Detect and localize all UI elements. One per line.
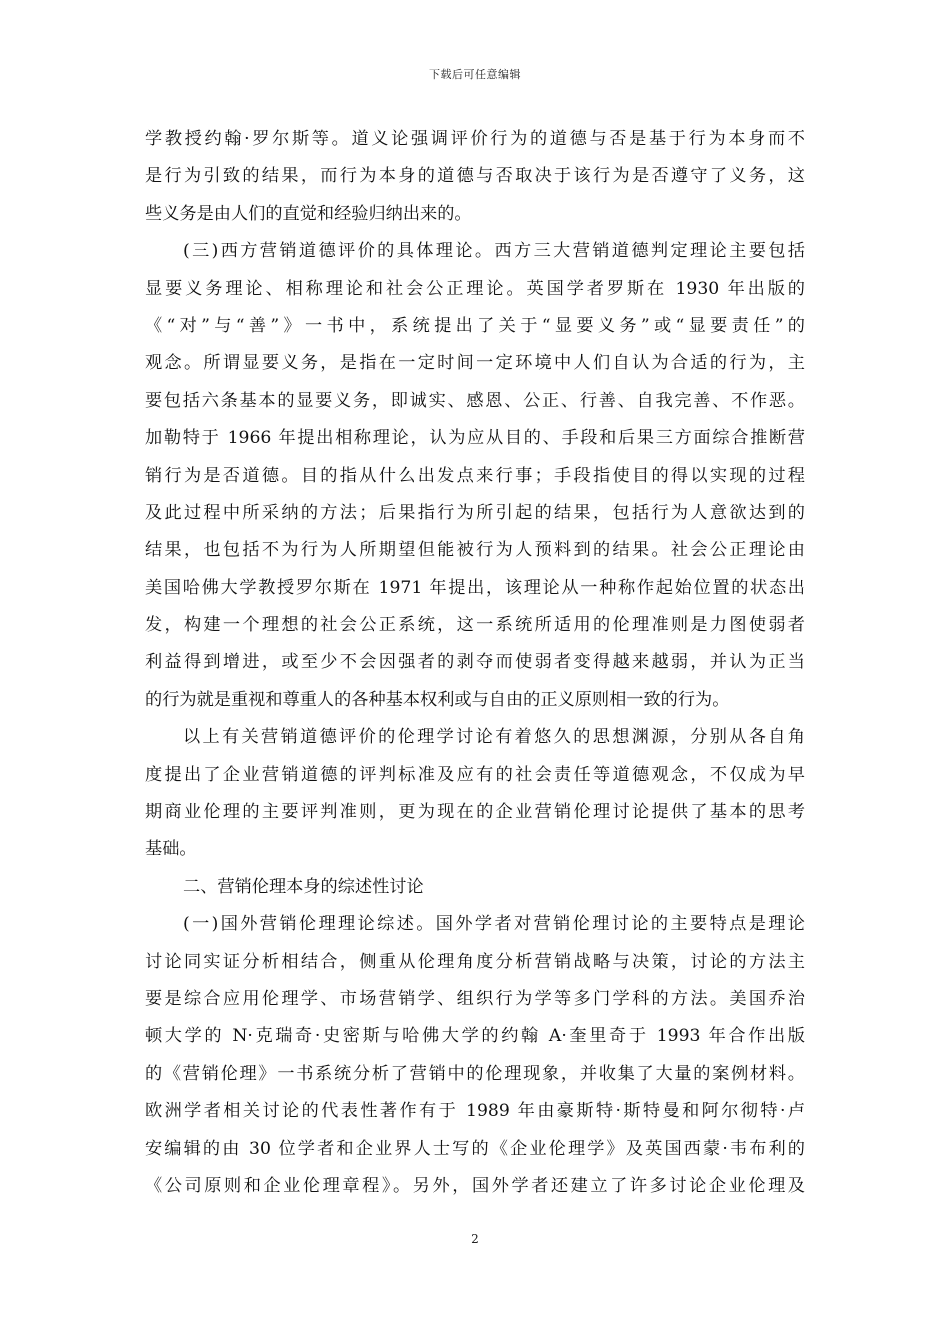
text-line: 利益得到增进，或至少不会因强者的剥夺而使弱者变得越来越弱，并认为正当	[145, 652, 805, 673]
text-line: 发，构建一个理想的社会公正系统，这一系统所适用的伦理准则是力图使弱者	[145, 615, 805, 636]
text-line: 销行为是否道德。目的指从什么出发点来行事；手段指使目的得以实现的过程	[145, 465, 805, 486]
text-line: 《公司原则和企业伦理章程》。另外，国外学者还建立了许多讨论企业伦理及	[145, 1175, 805, 1196]
text-line: (三)西方营销道德评价的具体理论。西方三大营销道德判定理论主要包括	[183, 241, 805, 262]
text-line: 基础。	[145, 839, 197, 860]
text-line: 是行为引致的结果，而行为本身的道德与否取决于该行为是否遵守了义务，这	[145, 166, 805, 187]
text-line: 的行为就是重视和尊重人的各种基本权利或与自由的正义原则相一致的行为。	[145, 689, 730, 710]
text-line: 及此过程中所采纳的方法；后果指行为所引起的结果，包括行为人意欲达到的	[145, 502, 805, 523]
text-line: 期商业伦理的主要评判准则，更为现在的企业营销伦理讨论提供了基本的思考	[145, 802, 805, 823]
text-line: 加勒特于 1966 年提出相称理论，认为应从目的、手段和后果三方面综合推断营	[145, 428, 805, 449]
text-line: 顿大学的 N·克瑞奇·史密斯与哈佛大学的约翰 A·奎里奇于 1993 年合作出版	[145, 1026, 805, 1047]
text-line: 欧洲学者相关讨论的代表性著作有于 1989 年由豪斯特·斯特曼和阿尔彻特·卢	[145, 1101, 805, 1122]
text-line: 《“对”与“善”》一书中，系统提出了关于“显要义务”或“显要责任”的	[145, 315, 805, 336]
text-line: 观念。所谓显要义务，是指在一定时间一定环境中人们自认为合适的行为，主	[145, 353, 805, 374]
text-line: 结果，也包括不为行为人所期望但能被行为人预料到的结果。社会公正理论由	[145, 540, 805, 561]
text-line: 些义务是由人们的直觉和经验归纳出来的。	[145, 203, 472, 224]
text-line: 美国哈佛大学教授罗尔斯在 1971 年提出，该理论从一种称作起始位置的状态出	[145, 577, 805, 598]
text-line: 讨论同实证分析相结合，侧重从伦理角度分析营销战略与决策，讨论的方法主	[145, 951, 805, 972]
text-line: (一)国外营销伦理理论综述。国外学者对营销伦理讨论的主要特点是理论	[183, 914, 805, 935]
section-heading: 二、营销伦理本身的综述性讨论	[183, 876, 424, 897]
page-header: 下载后可任意编辑	[429, 68, 521, 81]
text-line: 显要义务理论、相称理论和社会公正理论。英国学者罗斯在 1930 年出版的	[145, 278, 805, 299]
text-line: 学教授约翰·罗尔斯等。道义论强调评价行为的道德与否是基于行为本身而不	[145, 129, 805, 149]
page-number: 2	[471, 1232, 479, 1246]
text-line: 安编辑的由 30 位学者和企业界人士写的《企业伦理学》及英国西蒙·韦布利的	[145, 1138, 805, 1159]
text-line: 的《营销伦理》一书系统分析了营销中的伦理现象，并收集了大量的案例材料。	[145, 1063, 805, 1084]
body-text	[145, 121, 805, 1205]
text-line: 要包括六条基本的显要义务，即诚实、感恩、公正、行善、自我完善、不作恶。	[145, 390, 805, 411]
text-line: 度提出了企业营销道德的评判标准及应有的社会责任等道德观念，不仅成为早	[145, 764, 805, 785]
text-line: 以上有关营销道德评价的伦理学讨论有着悠久的思想渊源，分别从各自角	[183, 727, 805, 748]
text-line: 要是综合应用伦理学、市场营销学、组织行为学等多门学科的方法。美国乔治	[145, 988, 805, 1009]
